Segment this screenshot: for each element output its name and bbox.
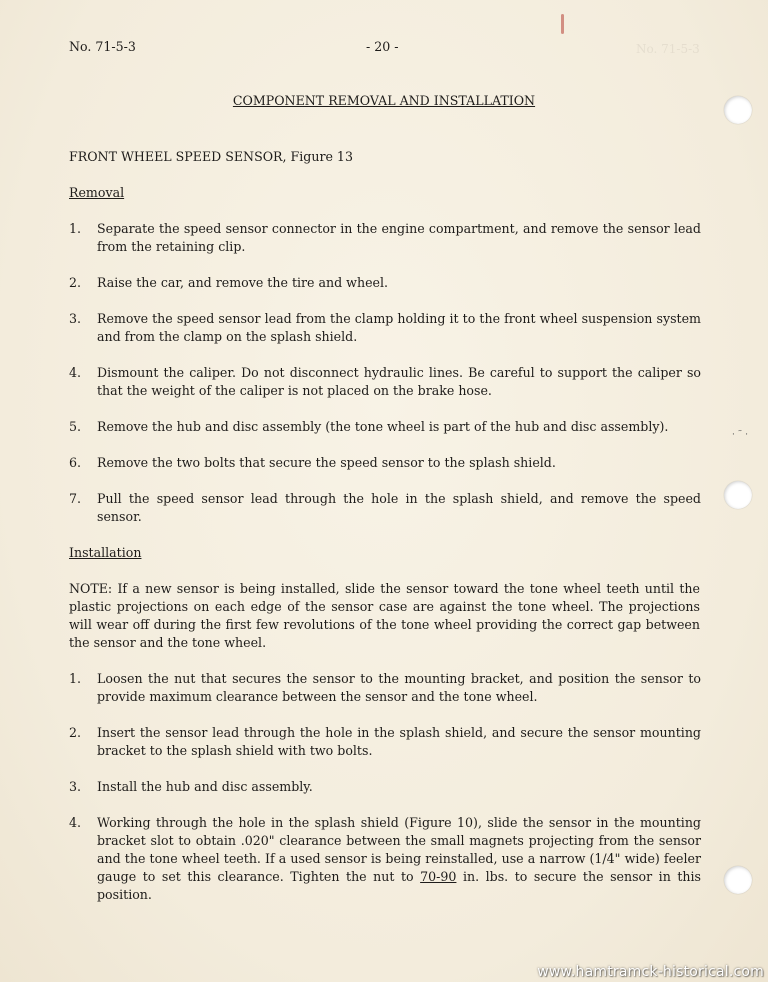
page-title xyxy=(0,92,768,110)
removal-step: 4. Dismount the caliper. Do not disconnect hydraulic lines. Be careful to support the caliper so that the weight of the caliper is not placed on the brake hose. xyxy=(69,365,701,398)
removal-step: 5. Remove the hub and disc assembly (the tone wheel is part of the hub and disc assembly). xyxy=(69,419,669,434)
binder-hole-bottom xyxy=(724,866,752,894)
installation-note: NOTE: If a new sensor is being installed, slide the sensor toward the tone wheel teeth until the plastic projections on each edge of the sensor case are against the tone wheel. The projections will wear off during the first few revolutions of the tone wheel providing the correct gap between the sensor and the tone wheel. xyxy=(69,581,700,650)
installation-step: 4. Working through the hole in the splash shield (Figure 10), slide the sensor in the mounting bracket slot to obtain .020" clearance between the small magnets projecting from the sensor and the tone wheel teeth. If a used sensor is being reinstalled, use a narrow (1/4" wide) feeler gauge to set this clearance. Tighten the nut to 70-90 in. lbs. to secure the sensor in this position. xyxy=(69,815,701,902)
section-title: FRONT WHEEL SPEED SENSOR, Figure 13 xyxy=(69,149,353,164)
torque-value: 70-90 xyxy=(420,869,457,884)
removal-step: 2. Raise the car, and remove the tire and wheel. xyxy=(69,275,389,290)
binder-hole-middle xyxy=(724,481,752,509)
installation-steps xyxy=(69,670,701,904)
removal-step: 1. Separate the speed sensor connector in the engine compartment, and remove the sensor lead from the retaining clip. xyxy=(69,221,701,254)
installation-heading: Installation xyxy=(69,545,142,560)
removal-heading: Removal xyxy=(69,185,125,200)
installation-step: 2. Insert the sensor lead through the hole in the splash shield, and secure the sensor mounting bracket to the splash shield with two bolts. xyxy=(69,725,701,758)
page-number: - 20 - xyxy=(366,39,399,54)
installation-step: 3. Install the hub and disc assembly. xyxy=(69,779,313,794)
removal-step: 6. Remove the two bolts that secure the speed sensor to the splash shield. xyxy=(69,455,556,470)
watermark: www.hamtramck-historical.com xyxy=(537,964,764,980)
removal-steps xyxy=(69,220,701,526)
bleed-through: No. 71-5-3 xyxy=(636,42,700,56)
scan-speck: · ˜ · xyxy=(732,430,748,440)
page-title-text: COMPONENT REMOVAL AND INSTALLATION xyxy=(232,93,536,108)
removal-step: 3. Remove the speed sensor lead from the clamp holding it to the front wheel suspension system and from the clamp on the splash shield. xyxy=(69,311,701,344)
red-mark xyxy=(561,14,564,34)
document-number: No. 71-5-3 xyxy=(69,39,136,54)
installation-step: 1. Loosen the nut that secures the sensor to the mounting bracket, and position the sensor to provide maximum clearance between the sensor and the tone wheel. xyxy=(69,671,701,704)
removal-step: 7. Pull the speed sensor lead through the hole in the splash shield, and remove the speed sensor. xyxy=(69,491,701,524)
